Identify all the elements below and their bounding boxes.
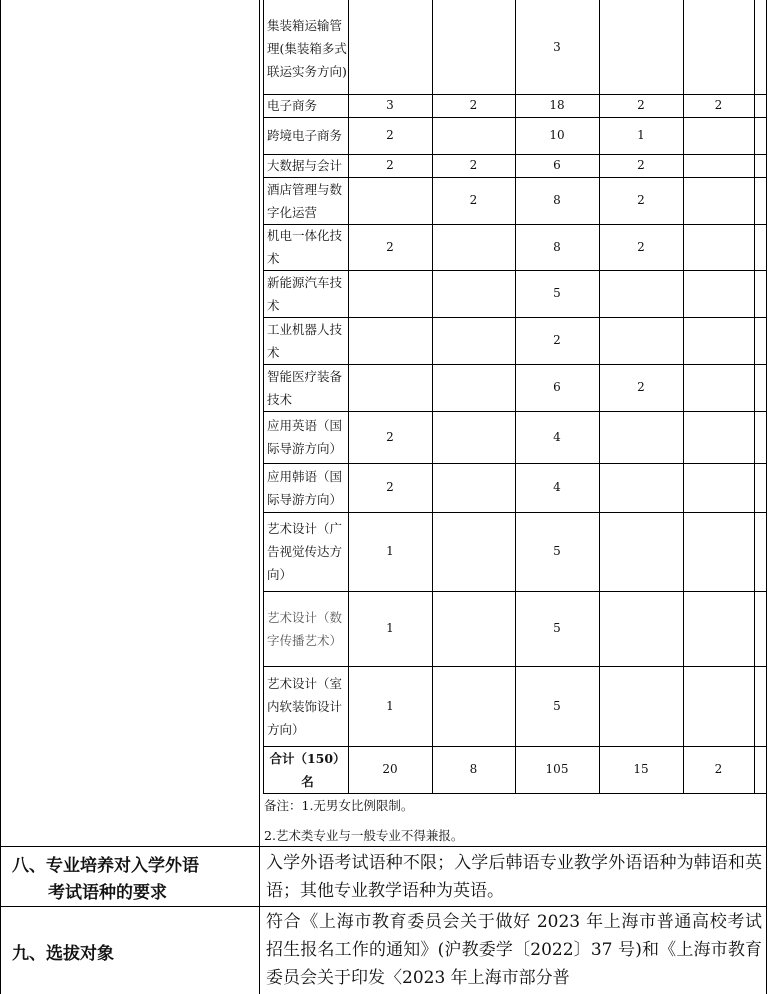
table-row-major-name: 酒店管理与数字化运营 [267, 181, 343, 220]
table-cell [599, 317, 683, 364]
section-8-top-line [0, 846, 767, 847]
table-cell: 1 [386, 621, 394, 635]
table-cell: 6 [553, 158, 561, 172]
table-cell [683, 591, 754, 666]
table-row-major-name: 艺术设计（广告视觉传达方向） [267, 521, 343, 582]
table-cell: 2 [637, 239, 645, 254]
table-cell [683, 117, 754, 154]
table-cell: 2 [386, 429, 394, 444]
table-note-2: 2.艺术类专业与一般专业不得兼报。 [264, 828, 464, 843]
table-total-label: 合计（150）名 [269, 750, 346, 789]
table-cell: 18 [549, 98, 565, 112]
table-cell [348, 177, 432, 224]
table-cell [599, 270, 683, 317]
table-cell [432, 317, 515, 364]
col-divider-6 [754, 0, 755, 794]
table-row-major-name: 集装箱运输管理(集装箱多式联运实务方向) [267, 17, 347, 79]
table-cell [683, 270, 754, 317]
table-cell [599, 591, 683, 666]
table-cell: 5 [553, 544, 561, 558]
table-row-major-name: 艺术设计（数字传播艺术） [267, 609, 343, 648]
table-cell: 8 [553, 193, 561, 207]
table-cell [683, 364, 754, 411]
table-cell [432, 0, 515, 94]
table-cell [348, 364, 432, 411]
table-cell: 2 [386, 480, 394, 494]
table-row-major-name: 大数据与会计 [267, 158, 343, 173]
table-cell [683, 512, 754, 591]
section-8-text: 入学外语考试语种不限；入学后韩语专业教学外语语种为韩语和英语；其他专业教学语种为英语。 [266, 853, 762, 901]
table-cell: 10 [549, 128, 565, 142]
table-cell: 2 [469, 193, 478, 207]
table-row-major-name: 新能源汽车技术 [267, 274, 343, 313]
table-cell: 2 [386, 239, 394, 254]
table-row-major-name: 应用韩语（国际导游方向） [267, 468, 343, 507]
section-8-label-line1: 八、专业培养对入学外语 [12, 856, 199, 876]
table-cell [683, 411, 754, 463]
table-cell [599, 411, 683, 463]
table-cell [599, 512, 683, 591]
table-cell [683, 463, 754, 512]
table-cell [683, 317, 754, 364]
table-cell [599, 0, 683, 94]
section-9-top-line [0, 906, 767, 907]
table-cell: 1 [637, 128, 645, 142]
table-cell: 2 [637, 158, 645, 172]
table-total-cell: 15 [633, 762, 649, 776]
table-cell: 2 [386, 128, 394, 142]
table-cell: 2 [553, 333, 561, 347]
table-cell: 2 [469, 158, 478, 172]
table-cell: 4 [553, 480, 561, 494]
section-divider-line [259, 0, 260, 994]
table-row-major-name: 艺术设计（室内软装饰设计方向） [267, 675, 343, 737]
table-cell [432, 666, 515, 746]
table-cell: 2 [469, 98, 478, 112]
table-cell: 2 [386, 158, 394, 172]
table-cell [683, 224, 754, 270]
table-total-cell: 105 [545, 762, 569, 776]
table-cell: 3 [553, 39, 561, 54]
table-cell [683, 154, 754, 177]
table-row-major-name: 工业机器人技术 [267, 321, 343, 360]
table-total-cell: 2 [714, 762, 723, 776]
table-cell: 5 [553, 286, 561, 300]
table-cell [432, 117, 515, 154]
outer-right-border [766, 0, 767, 994]
section-9-label: 九、选拔对象 [12, 944, 114, 964]
table-cell: 5 [553, 698, 561, 713]
table-cell [432, 512, 515, 591]
table-cell [599, 666, 683, 746]
table-total-cell: 8 [469, 762, 478, 776]
table-total-cell: 20 [382, 762, 398, 776]
table-cell: 8 [553, 239, 561, 254]
table-cell [432, 463, 515, 512]
table-row-major-name: 智能医疗装备技术 [267, 368, 343, 407]
outer-left-border [0, 0, 1, 994]
table-cell [683, 177, 754, 224]
table-cell: 3 [386, 98, 394, 112]
table-cell: 1 [386, 544, 394, 558]
table-cell: 6 [553, 380, 561, 394]
table-cell [348, 317, 432, 364]
table-row-major-name: 电子商务 [267, 98, 318, 113]
table-cell: 2 [714, 98, 723, 112]
table-cell: 2 [637, 193, 645, 207]
table-cell [683, 666, 754, 746]
table-cell [432, 411, 515, 463]
table-cell: 2 [637, 98, 645, 112]
table-cell [432, 591, 515, 666]
table-cell [432, 364, 515, 411]
table-cell [599, 463, 683, 512]
table-row-major-name: 机电一体化技术 [267, 228, 343, 266]
section-8-label-line2: 考试语种的要求 [48, 883, 167, 903]
section-9-text: 符合《上海市教育委员会关于做好 2023 年上海市普通高校考试招生报名工作的通知》(沪教委学〔2022〕37 号)和《上海市教育委员会关于印发〈2023 年上海市部分普 [266, 912, 762, 988]
table-cell [348, 270, 432, 317]
table-cell [432, 270, 515, 317]
table-cell: 2 [637, 380, 645, 394]
table-cell [432, 224, 515, 270]
table-cell: 1 [386, 698, 394, 713]
table-note-1: 备注：1.无男女比例限制。 [264, 798, 414, 813]
table-cell: 5 [553, 621, 561, 635]
table-cell [683, 0, 754, 94]
table-cell: 4 [553, 429, 561, 444]
table-row-major-name: 跨境电子商务 [267, 128, 343, 143]
table-row-major-name: 应用英语（国际导游方向） [267, 418, 343, 456]
table-bottom-line [263, 793, 767, 794]
table-cell [348, 0, 432, 94]
